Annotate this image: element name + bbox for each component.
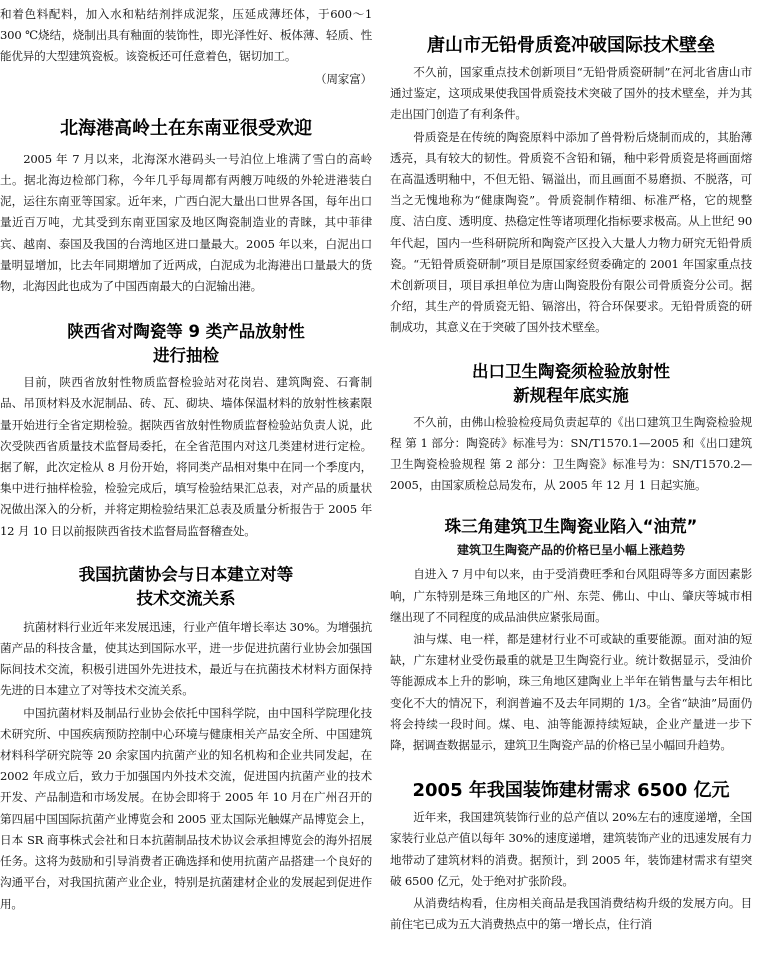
article-title-shaanxi-line2: 进行抽检: [153, 346, 219, 366]
article-export-p1: 不久前，由佛山检验检疫局负责起草的《出口建筑卫生陶瓷检验规程 第 1 部分：陶瓷砖》标准号为：SN/T1570.1—2005 和《出口建筑卫生陶瓷检验规程 第 2 部分：卫生陶瓷》标准号为：SN/T1570.2—2005，由国家质检总局发布，从 2005 年 12 月 1 日起实施。: [390, 414, 752, 493]
article-shaanxi-p1: 目前，陕西省放射性物质监督检验站对花岗岩、建筑陶瓷、石膏制品、吊顶材料及水泥制品、砖、瓦、砌块、墙体保温材料的放射性核素限量开始进行全省定期检验。据陕西省放射性物质监督检验站负责人说，此次受陕西省质量技术监督局委托，在全省范围内对这几类建材进行定检。据了解，此次定检从 8 月份开始，将同类产品相对集中在同一个季度内，集中进行抽样检验，检验完成后，填写检验结果汇总表，对产品的质量状况做出深入的分析，并将定期检验结果汇总表及质量分析报告于 2005 年 12 月 10 日以前报陕西省技术监督局监督稽查处。: [0, 375, 372, 538]
left-column: [0, 0, 372, 916]
article-title-antibacterial-line1: 我国抗菌协会与日本建立对等: [78, 564, 294, 584]
right-column: [390, 0, 752, 937]
article-tangshan-p1: 不久前，国家重点技术创新项目“无铅骨质瓷研制”在河北省唐山市通过鉴定，这项成果使我国骨质瓷技术突破了国外的技术壁垒，并为其走出国门创造了有利条件。: [390, 65, 752, 122]
article-title-export-line2: 新规程年底实施: [513, 385, 629, 405]
article-prd-p2: 油与煤、电一样，都是建材行业不可或缺的重要能源。面对油的短缺，广东建材业受伤最重的就是卫生陶瓷行业。统计数据显示，受油价等能源成本上升的影响，珠三角地区建陶业上半年在销售量与去年相比变化不大的情况下，利润普遍不及去年同期的 1/3。全省“缺油”局面仍将会持续一段时间。煤、电、油等能源持续短缺，企业产量进一步下降，据调查数据显示，建筑卫生陶瓷产品的价格已呈小幅回升趋势。: [390, 632, 752, 753]
article-title-shaanxi-line1: 陕西省对陶瓷等 9 类产品放射性: [67, 322, 305, 342]
article-title-export-line1: 出口卫生陶瓷须检验放射性: [472, 361, 670, 381]
fragment-author: （周家富）: [315, 71, 372, 86]
article-title-tangshan: 唐山市无铅骨质瓷冲破国际技术壁垒: [427, 35, 715, 56]
article-beihai-p1: 2005 年 7 月以来，北海深水港码头一号泊位上堆满了雪白的高岭土。据北海边检部门称，今年几乎每周都有两艘万吨级的外轮进港装白泥，运往东南亚等国家。近年来，广西白泥大量出口世界各国，每年出口量近百万吨，尤其受到东南亚国家及地区陶瓷制造业的青睐，其中菲律宾、越南、泰国及我国的台湾地区进口量最大。2005 年以来，白泥出口量明显增加，比去年同期增加了近两成，白泥成为北海港出口量最大的货物，北海因此也成为了中国西南最大的白泥输出港。: [0, 151, 372, 294]
article-2005-p2: 从消费结构看，住房相关商品是我国消费结构升级的发展方向。目前住宅已成为五大消费热点中的第一增长点，住行消: [390, 896, 752, 932]
article-prd-p1: 自进入 7 月中旬以来，由于受消费旺季和台风阻碍等多方面因素影响，广东特别是珠三角地区的广州、东莞、佛山、中山、肇庆等城市相继出现了不同程度的成品油供应紧张局面。: [390, 567, 752, 624]
article-2005-p1: 近年来，我国建筑装饰行业的总产值以 20%左右的速度递增，全国家装行业总产值以每年 30%的速度递增，建筑装饰产业的迅速发展有力地带动了建筑材料的消费。据预计，到 2005 年，装饰建材需求有望突破 6500 亿元，处于绝对扩张阶段。: [390, 810, 752, 888]
article-title-beihai: 北海港高岭土在东南亚很受欢迎: [60, 117, 312, 139]
article-tangshan-p2: 骨质瓷是在传统的陶瓷原料中添加了兽骨粉后烧制而成的，其胎薄透亮，具有较大的韧性。骨质瓷不含铅和镉，釉中彩骨质瓷是将画面熔在高温透明釉中，不但无铅、镉溢出，而且画面不易磨损、不脱落，可当之无愧地称为“健康陶瓷”。骨质瓷制作精细、标准严格，它的规整度、洁白度、透明度、热稳定性等诸项理化指标要求极高。从上世纪 90 年代起，国内一些科研院所和陶瓷产区投入大量人力物力研究无铅骨质瓷。“无铅骨质瓷研制”项目是原国家经贸委确定的 2001 年国家重点技术创新项目，项目承担单位为唐山陶瓷股份有限公司骨质瓷分公司。据介绍，其生产的骨质瓷无铅、镉溶出，符合环保要求。无铅骨质瓷的研制成功，其意义在于突破了国外技术壁垒。: [390, 129, 752, 335]
article-title-prd: 珠三角建筑卫生陶瓷业陷入“油荒”: [444, 517, 698, 537]
fragment-paragraph: 和着色料配料，加入水和粘结剂拌成泥浆，压延成薄坯体，于600～1 300 ℃烧结，烧制出具有釉面的装饰性，即光泽性好、板体薄、轻质、性能优异的大型建筑瓷板。该瓷板还可任意着色，锯切加工。: [0, 7, 372, 64]
article-antibacterial-p1: 抗菌材料行业近年来发展迅速，行业产值年增长率达 30%。为增强抗菌产品的科技含量，使其达到国际水平，进一步促进抗菌行业协会加强国际间技术交流，积极引进国外先进技术，最近与在抗菌技术材料方面保持先进的日本建立了对等技术交流关系。: [0, 619, 372, 698]
article-antibacterial-p2: 中国抗菌材料及制品行业协会依托中国科学院，由中国科学院理化技术研究所、中国疾病预防控制中心环境与健康相关产品安全所、中国建筑材料科学研究院等 20 余家国内抗菌产业的知名机构和企业共同发起，在 2002 年成立后，致力于加强国内外技术交流，促进国内抗菌产业的技术开发、产品制造和市场发展。在协会即将于 2005 年 10 月在广州召开的第四届中国国际抗菌产业博览会和 2005 亚太国际光触媒产品博览会上，日本 SR 商事株式会社和日本抗菌制品技术协议会承担博览会的海外招展任务。这将为鼓励和引导消费者正确选择和使用抗菌产品搭建一个良好的沟通平台，对我国抗菌产业企业，特别是抗菌建材企业的发展起到促进作用。: [0, 705, 372, 911]
article-subtitle-prd: 建筑卫生陶瓷产品的价格已呈小幅上涨趋势: [456, 543, 685, 558]
article-title-2005: 2005 年我国装饰建材需求 6500 亿元: [412, 780, 730, 802]
article-title-antibacterial-line2: 技术交流关系: [136, 588, 236, 608]
